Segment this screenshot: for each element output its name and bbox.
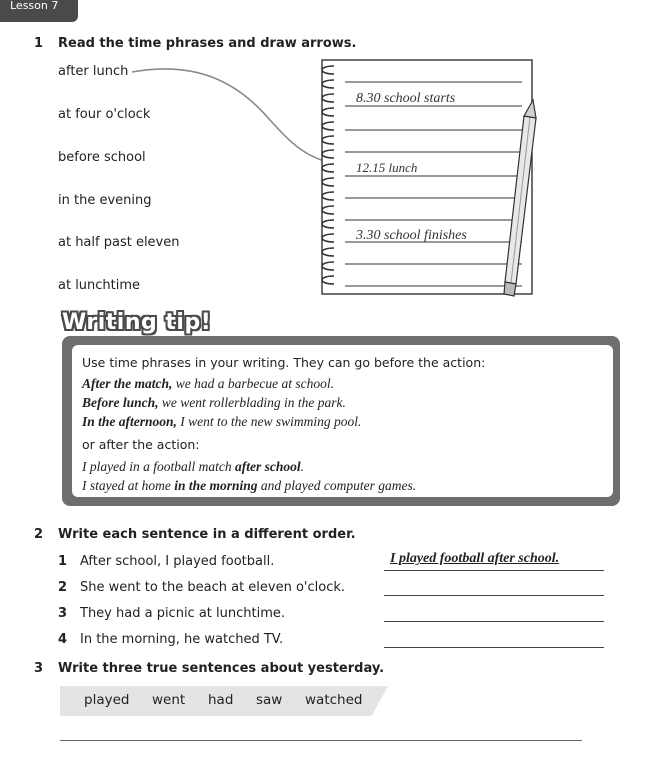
phrase-half-past-eleven[interactable]: at half past eleven: [58, 235, 180, 250]
phrase-at-lunchtime[interactable]: at lunchtime: [58, 278, 141, 293]
word-had: had: [208, 692, 234, 708]
answer-1-text: I played football after school.: [390, 551, 560, 566]
tip-intro: Use time phrases in your writing. They can go before the action:: [82, 355, 486, 370]
note-lunch: 12.15 lunch: [356, 160, 418, 175]
section-2-title: Write each sentence in a different order.: [58, 527, 356, 542]
phrase-after-lunch[interactable]: after lunch: [58, 64, 129, 79]
exercise-item-1: 1 After school, I played football.: [58, 554, 275, 569]
notebook-illustration: [300, 56, 540, 300]
writing-line[interactable]: [60, 740, 582, 741]
word-watched: watched: [305, 692, 363, 708]
note-school-finishes: 3.30 school finishes: [356, 228, 467, 243]
word-went: went: [152, 692, 186, 708]
phrase-at-four[interactable]: at four o'clock: [58, 107, 151, 122]
exercise-item-4: 4 In the morning, he watched TV.: [58, 632, 284, 647]
phrase-in-the-evening[interactable]: in the evening: [58, 193, 152, 208]
tip-example-1: After the match, we had a barbecue at school.: [82, 376, 334, 391]
phrase-before-school[interactable]: before school: [58, 150, 146, 165]
writing-tip-title: Writing tip!: [62, 310, 212, 335]
tip-example-4: I played in a football match after school.: [82, 459, 304, 474]
answer-line-4[interactable]: [384, 646, 604, 648]
lesson-label: Lesson 7: [10, 0, 59, 12]
tip-example-5: I stayed at home in the morning and played computer games.: [82, 478, 417, 493]
word-played: played: [84, 692, 130, 708]
tip-example-3: In the afternoon, I went to the new swimming pool.: [82, 414, 362, 429]
section-1-title: Read the time phrases and draw arrows.: [58, 36, 357, 51]
word-saw: saw: [256, 692, 283, 708]
section-2-number: 2: [34, 527, 44, 542]
answer-line-1[interactable]: [384, 569, 604, 571]
note-school-starts: 8.30 school starts: [356, 91, 456, 106]
tip-after-intro: or after the action:: [82, 437, 200, 452]
exercise-item-2: 2 She went to the beach at eleven o'clock.: [58, 580, 346, 595]
section-1-number: 1: [34, 36, 44, 51]
section-3-title: Write three true sentences about yesterday.: [58, 661, 385, 676]
tip-example-2: Before lunch, we went rollerblading in the park.: [82, 395, 346, 410]
answer-line-3[interactable]: [384, 620, 604, 622]
answer-line-2[interactable]: [384, 594, 604, 596]
section-3-number: 3: [34, 661, 44, 676]
exercise-item-3: 3 They had a picnic at lunchtime.: [58, 606, 286, 621]
